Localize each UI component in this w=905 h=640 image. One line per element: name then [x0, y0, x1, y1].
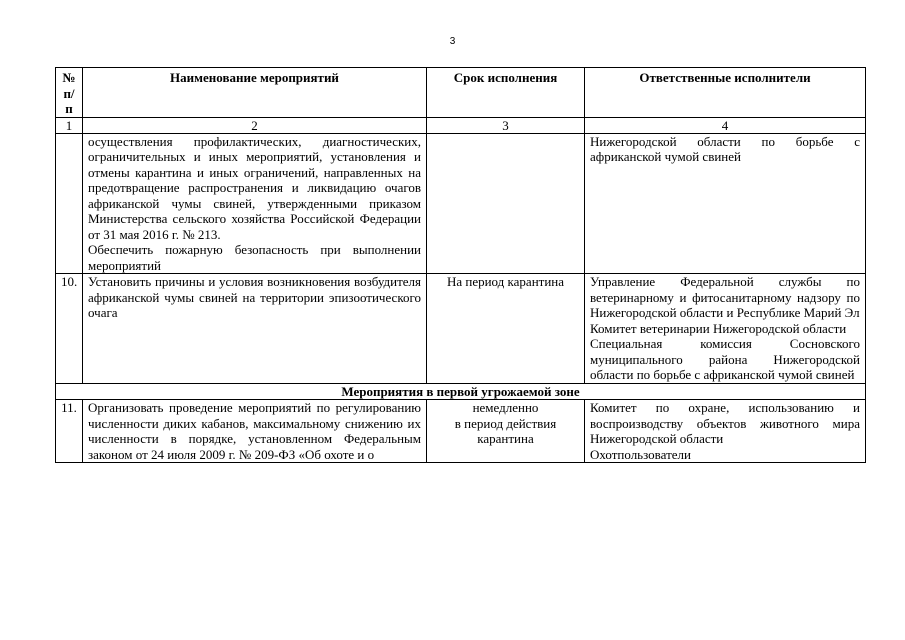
- table-row-continued: [56, 133, 866, 274]
- measures-table: [55, 67, 866, 463]
- page-number: 3: [449, 36, 456, 47]
- deadline-text: немедленно: [472, 400, 539, 415]
- responsible-text: Охотпользователи: [590, 446, 691, 462]
- table-row: [56, 400, 866, 463]
- responsible-cell: [585, 400, 866, 463]
- responsible-text: Специальная комиссия Сосновского муниципального района Нижегородской области по борьбе с африканской чумой свиней: [590, 336, 860, 382]
- deadline-cell: [427, 133, 585, 274]
- table-header-row: [56, 68, 866, 118]
- measure-text: осуществления профилактических, диагностических, ограничительных и иных мероприятий, установления и отмены карантина и иных ограничений, направленных на предотвращение распространения и ликвидацию очагов африканской чумы свиней, утвержденными приказом Министерства сельского хозяйства Российской Федерации от 31 мая 2016 г. № 213.: [88, 133, 421, 242]
- measure-name-cell: [83, 274, 427, 384]
- deadline-text: карантина: [477, 431, 534, 446]
- row-number-empty: [56, 133, 83, 274]
- responsible-text: Комитет по охране, использованию и воспроизводству объектов животного мира Нижегородской области: [590, 400, 860, 446]
- header-responsible: Ответственные исполнители: [585, 68, 866, 118]
- responsible-text: Комитет ветеринарии Нижегородской области: [590, 320, 847, 336]
- header-measures-name: Наименование мероприятий: [83, 68, 427, 118]
- column-numbers-row: [56, 117, 866, 133]
- measure-text: Организовать проведение мероприятий по регулированию численности диких кабанов, максимальному снижению их численности в порядке, установленном Федеральным законом от 24 июля 2009 г. № 209-ФЗ «Об охоте и о: [88, 400, 421, 462]
- measure-text: Обеспечить пожарную безопасность при выполнении мероприятий: [88, 242, 421, 273]
- deadline-text: в период действия: [454, 415, 557, 431]
- header-number: № п/п: [56, 68, 83, 118]
- column-number: 4: [585, 117, 866, 133]
- responsible-text: Нижегородской области по борьбе с африканской чумой свиней: [590, 133, 860, 164]
- table-row: [56, 274, 866, 384]
- row-number: 11.: [56, 400, 83, 463]
- measure-name-cell: [83, 133, 427, 274]
- column-number: 3: [427, 117, 585, 133]
- measure-name-cell: [83, 400, 427, 463]
- column-number: 1: [56, 117, 83, 133]
- zone-header-row: [56, 383, 866, 400]
- deadline-cell: [427, 400, 585, 463]
- measure-text: Установить причины и условия возникновения возбудителя африканской чумы свиней на территории эпизоотического очага: [88, 274, 421, 320]
- responsible-cell: [585, 133, 866, 274]
- responsible-text: Управление Федеральной службы по ветеринарному и фитосанитарному надзору по Нижегородской области и Республике Марий Эл: [590, 274, 860, 320]
- column-number: 2: [83, 117, 427, 133]
- zone-header: Мероприятия в первой угрожаемой зоне: [56, 383, 866, 400]
- header-deadline: Срок исполнения: [427, 68, 585, 118]
- row-number: 10.: [56, 274, 83, 384]
- deadline-cell: На период карантина: [427, 274, 585, 384]
- responsible-cell: [585, 274, 866, 384]
